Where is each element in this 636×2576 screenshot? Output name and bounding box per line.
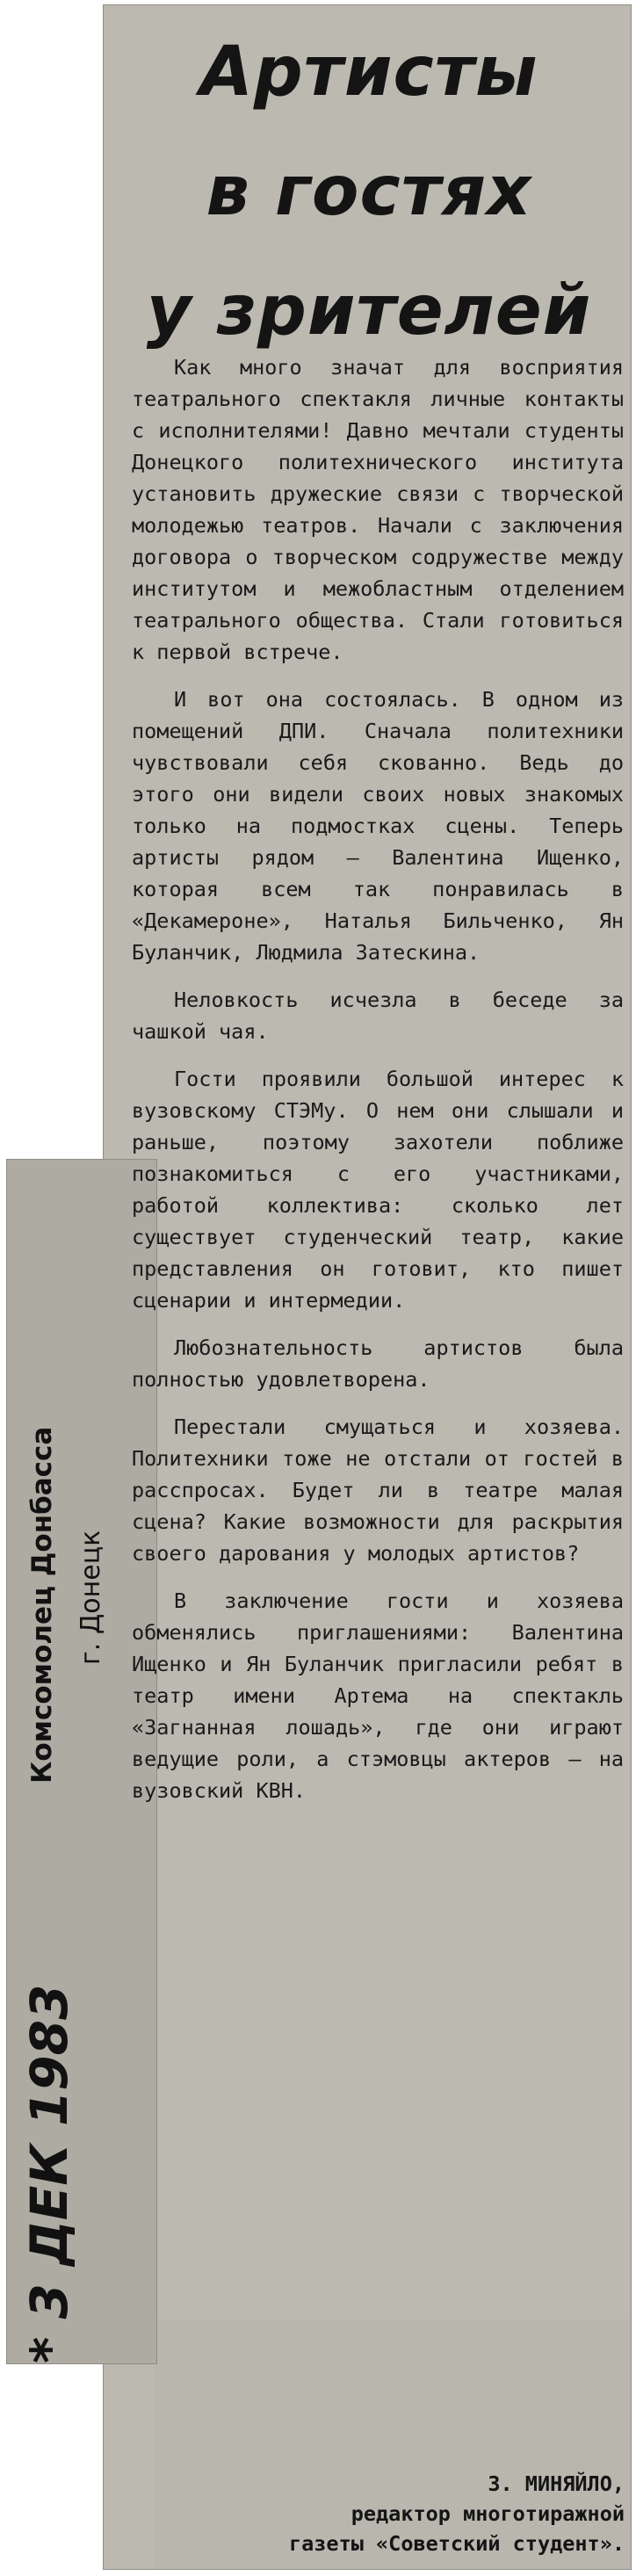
signature-publication: газеты «Советский студент».	[288, 2531, 625, 2556]
stamp-date: * 3 ДЕК 1983	[19, 1984, 79, 2363]
paragraph-1: Как много значат для восприятия театрального спектакля личные контакты с исполнителями! Давно мечтали студенты Донецкого политехнического института установить дружеские связи с творческой молодежью театров. Начали с заключения договора о творческом содружестве между институтом и межобластным отделением театрального общества. Стали готовиться к первой встрече.	[132, 355, 624, 664]
article-body	[132, 351, 624, 1815]
stamp-city: г. Донецк	[76, 1530, 106, 1665]
stamp-source-name: Комсомолец Донбасса	[26, 1426, 58, 1784]
paragraph-5: Любознательность артистов была полностью удовлетворена.	[132, 1335, 624, 1392]
paragraph-4: Гости проявили большой интерес к вузовскому СТЭМу. О нем они слышали и раньше, поэтому захотели поближе познакомиться с его участниками, работой коллектива: сколько лет существует студенческий театр, какие представления он готовит, кто пишет сценарии и интермедии.	[132, 1067, 624, 1313]
article-headline	[114, 12, 624, 371]
headline-line-3: у зрителей	[146, 271, 592, 351]
signature-position: редактор многотиражной	[351, 2501, 625, 2526]
paragraph-7: В заключение гости и хозяева обменялись приглашениями: Валентина Ищенко и Ян Буланчик пригласили ребят в театр имени Артема на спектакль «Загнанная лошадь», где они играют ведущие роли, а стэмовцы актеров — на вузовский КВН.	[132, 1588, 624, 1803]
paragraph-3: Неловкость исчезла в беседе за чашкой чая.	[132, 988, 624, 1044]
article-signature	[172, 2469, 625, 2558]
headline-line-1: Артисты	[199, 33, 538, 112]
headline-line-2: в гостях	[206, 152, 532, 231]
paragraph-2: И вот она состоялась. В одном из помещений ДПИ. Сначала политехники чувствовали себя скованно. Ведь до этого они видели своих новых знакомых только на подмостках сцены. Теперь артисты рядом — Валентина Ищенко, которая всем так понравилась в «Декамероне», Наталья Бильченко, Ян Буланчик, Людмила Затескина.	[132, 687, 624, 965]
paragraph-6: Перестали смущаться и хозяева. Политехники тоже не отстали от гостей в расспросах. Будет ли в театре малая сцена? Какие возможности для раскрытия своего дарования у молодых артистов?	[132, 1415, 624, 1566]
signature-author: З. МИНЯЙЛО,	[488, 2471, 625, 2496]
